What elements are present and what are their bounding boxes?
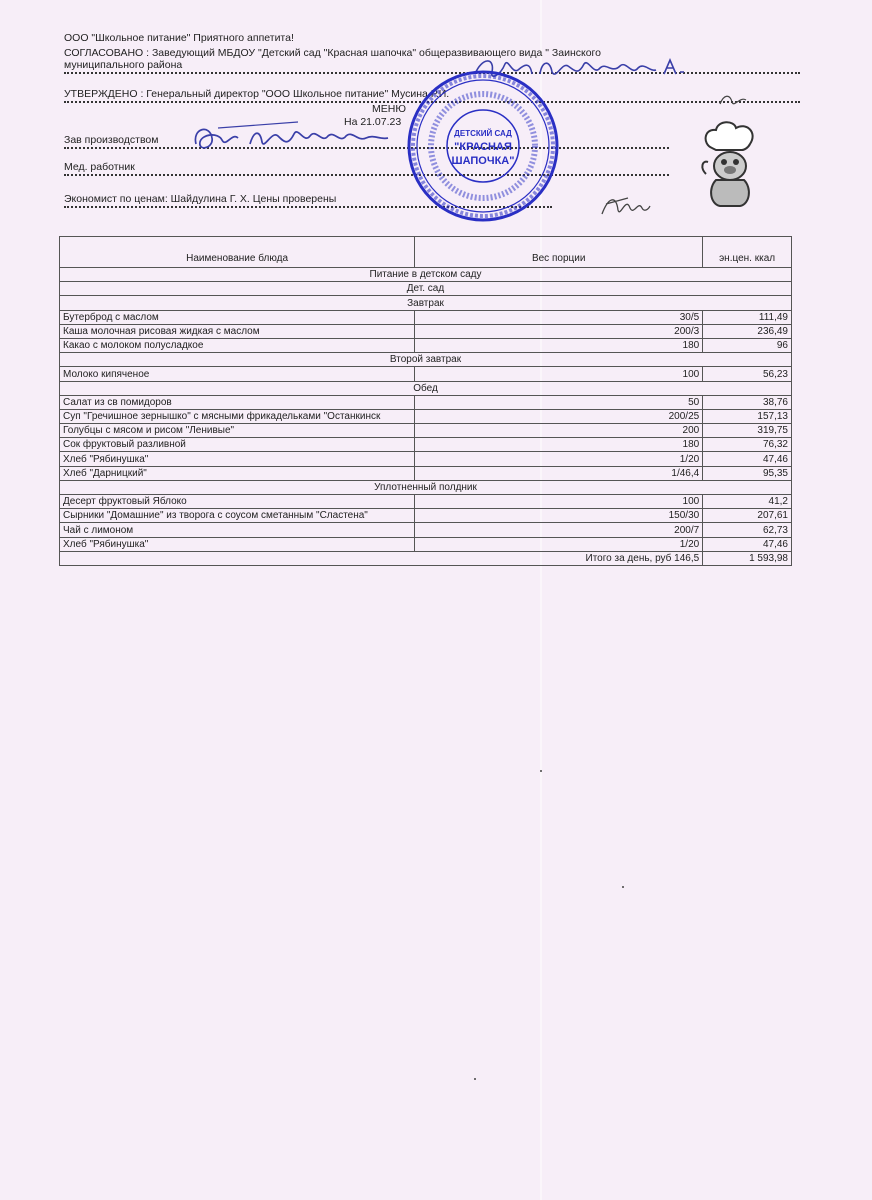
section-title: Обед <box>60 381 792 395</box>
table-row <box>60 495 792 509</box>
energy-kcal: 56,23 <box>703 367 792 381</box>
table-row <box>60 310 792 324</box>
portion-weight: 1/20 <box>415 537 703 551</box>
dish-name: Бутерброд с маслом <box>60 310 415 324</box>
section-title: Уплотненный полдник <box>60 480 792 494</box>
dish-name: Хлеб "Рябинушка" <box>60 537 415 551</box>
table-row <box>60 409 792 423</box>
table-row <box>60 395 792 409</box>
medic-dotline <box>64 174 669 176</box>
total-label: Итого за день, руб 146,5 <box>60 551 703 565</box>
dish-name: Десерт фруктовый Яблоко <box>60 495 415 509</box>
portion-weight: 180 <box>415 438 703 452</box>
stamp-text-2: "КРАСНАЯ <box>454 141 512 153</box>
portion-weight: 200 <box>415 424 703 438</box>
energy-kcal: 38,76 <box>703 395 792 409</box>
energy-kcal: 62,73 <box>703 523 792 537</box>
energy-kcal: 157,13 <box>703 409 792 423</box>
agreed-line-2: муниципального района <box>64 59 183 71</box>
column-header: Вес порции <box>415 237 703 268</box>
dish-name: Хлеб "Рябинушка" <box>60 452 415 466</box>
dish-name: Молоко кипяченое <box>60 367 415 381</box>
portion-weight: 30/5 <box>415 310 703 324</box>
menu-date: На 21.07.23 <box>344 116 402 128</box>
section-title: Завтрак <box>60 296 792 310</box>
section-row <box>60 480 792 494</box>
section-row <box>60 353 792 367</box>
section-title: Дет. сад <box>60 282 792 296</box>
table-row <box>60 466 792 480</box>
dish-name: Чай с лимоном <box>60 523 415 537</box>
signature-approved-icon <box>716 90 752 110</box>
section-title: Второй завтрак <box>60 353 792 367</box>
dish-name: Сырники "Домашние" из творога с соусом сметанным "Сластена" <box>60 509 415 523</box>
section-title: Питание в детском саду <box>60 268 792 282</box>
portion-weight: 100 <box>415 367 703 381</box>
total-kcal: 1 593,98 <box>703 551 792 565</box>
approved-line: УТВЕРЖДЕНО : Генеральный директор "ООО Школьное питание" Мусина Р.И. <box>64 88 450 100</box>
total-row <box>60 551 792 565</box>
portion-weight: 180 <box>415 338 703 352</box>
chef-logo-icon <box>698 118 762 210</box>
portion-weight: 150/30 <box>415 509 703 523</box>
table-row <box>60 324 792 338</box>
menu-title: МЕНЮ <box>372 103 406 115</box>
table-row <box>60 367 792 381</box>
stamp-text-3: ШАПОЧКА" <box>451 155 515 167</box>
table-row <box>60 338 792 352</box>
energy-kcal: 47,46 <box>703 452 792 466</box>
scan-speck <box>540 770 542 772</box>
energy-kcal: 236,49 <box>703 324 792 338</box>
section-row <box>60 296 792 310</box>
dish-name: Какао с молоком полусладкое <box>60 338 415 352</box>
portion-weight: 200/3 <box>415 324 703 338</box>
medic-label: Мед. работник <box>64 161 135 173</box>
portion-weight: 200/25 <box>415 409 703 423</box>
scan-speck <box>474 1078 476 1080</box>
energy-kcal: 96 <box>703 338 792 352</box>
energy-kcal: 319,75 <box>703 424 792 438</box>
dish-name: Голубцы с мясом и рисом "Ленивые" <box>60 424 415 438</box>
dish-name: Хлеб "Дарницкий" <box>60 466 415 480</box>
energy-kcal: 47,46 <box>703 537 792 551</box>
production-head-label: Зав производством <box>64 134 159 146</box>
scan-speck <box>622 886 624 888</box>
portion-weight: 1/46,4 <box>415 466 703 480</box>
portion-weight: 50 <box>415 395 703 409</box>
section-row <box>60 381 792 395</box>
table-row <box>60 438 792 452</box>
table-row <box>60 509 792 523</box>
company-line: ООО "Школьное питание" Приятного аппетита! <box>64 32 294 44</box>
dish-name: Сок фруктовый разливной <box>60 438 415 452</box>
menu-table-body <box>60 237 792 566</box>
economist-line: Экономист по ценам: Шайдулина Г. Х. Цены проверены <box>64 193 337 205</box>
portion-weight: 100 <box>415 495 703 509</box>
portion-weight: 200/7 <box>415 523 703 537</box>
section-row <box>60 268 792 282</box>
round-stamp <box>405 68 561 224</box>
table-row <box>60 424 792 438</box>
energy-kcal: 41,2 <box>703 495 792 509</box>
energy-kcal: 207,61 <box>703 509 792 523</box>
stamp-text-1: ДЕТСКИЙ САД <box>454 129 512 138</box>
dish-name: Каша молочная рисовая жидкая с маслом <box>60 324 415 338</box>
portion-weight: 1/20 <box>415 452 703 466</box>
signature-economist-icon <box>598 190 654 220</box>
table-row <box>60 537 792 551</box>
dish-name: Салат из св помидоров <box>60 395 415 409</box>
energy-kcal: 76,32 <box>703 438 792 452</box>
agreed-line: СОГЛАСОВАНО : Заведующий МБДОУ "Детский сад "Красная шапочка" общеразвивающего вида " Заинского <box>64 47 601 59</box>
energy-kcal: 95,35 <box>703 466 792 480</box>
table-row <box>60 523 792 537</box>
column-header: эн.цен. ккал <box>703 237 792 268</box>
column-header: Наименование блюда <box>60 237 415 268</box>
energy-kcal: 111,49 <box>703 310 792 324</box>
table-row <box>60 452 792 466</box>
signature-production-icon <box>188 118 400 162</box>
section-row <box>60 282 792 296</box>
dish-name: Суп "Гречишное зернышко" с мясными фрикадельками "Останкинск <box>60 409 415 423</box>
table-header-row <box>60 237 792 268</box>
menu-table <box>59 236 792 566</box>
